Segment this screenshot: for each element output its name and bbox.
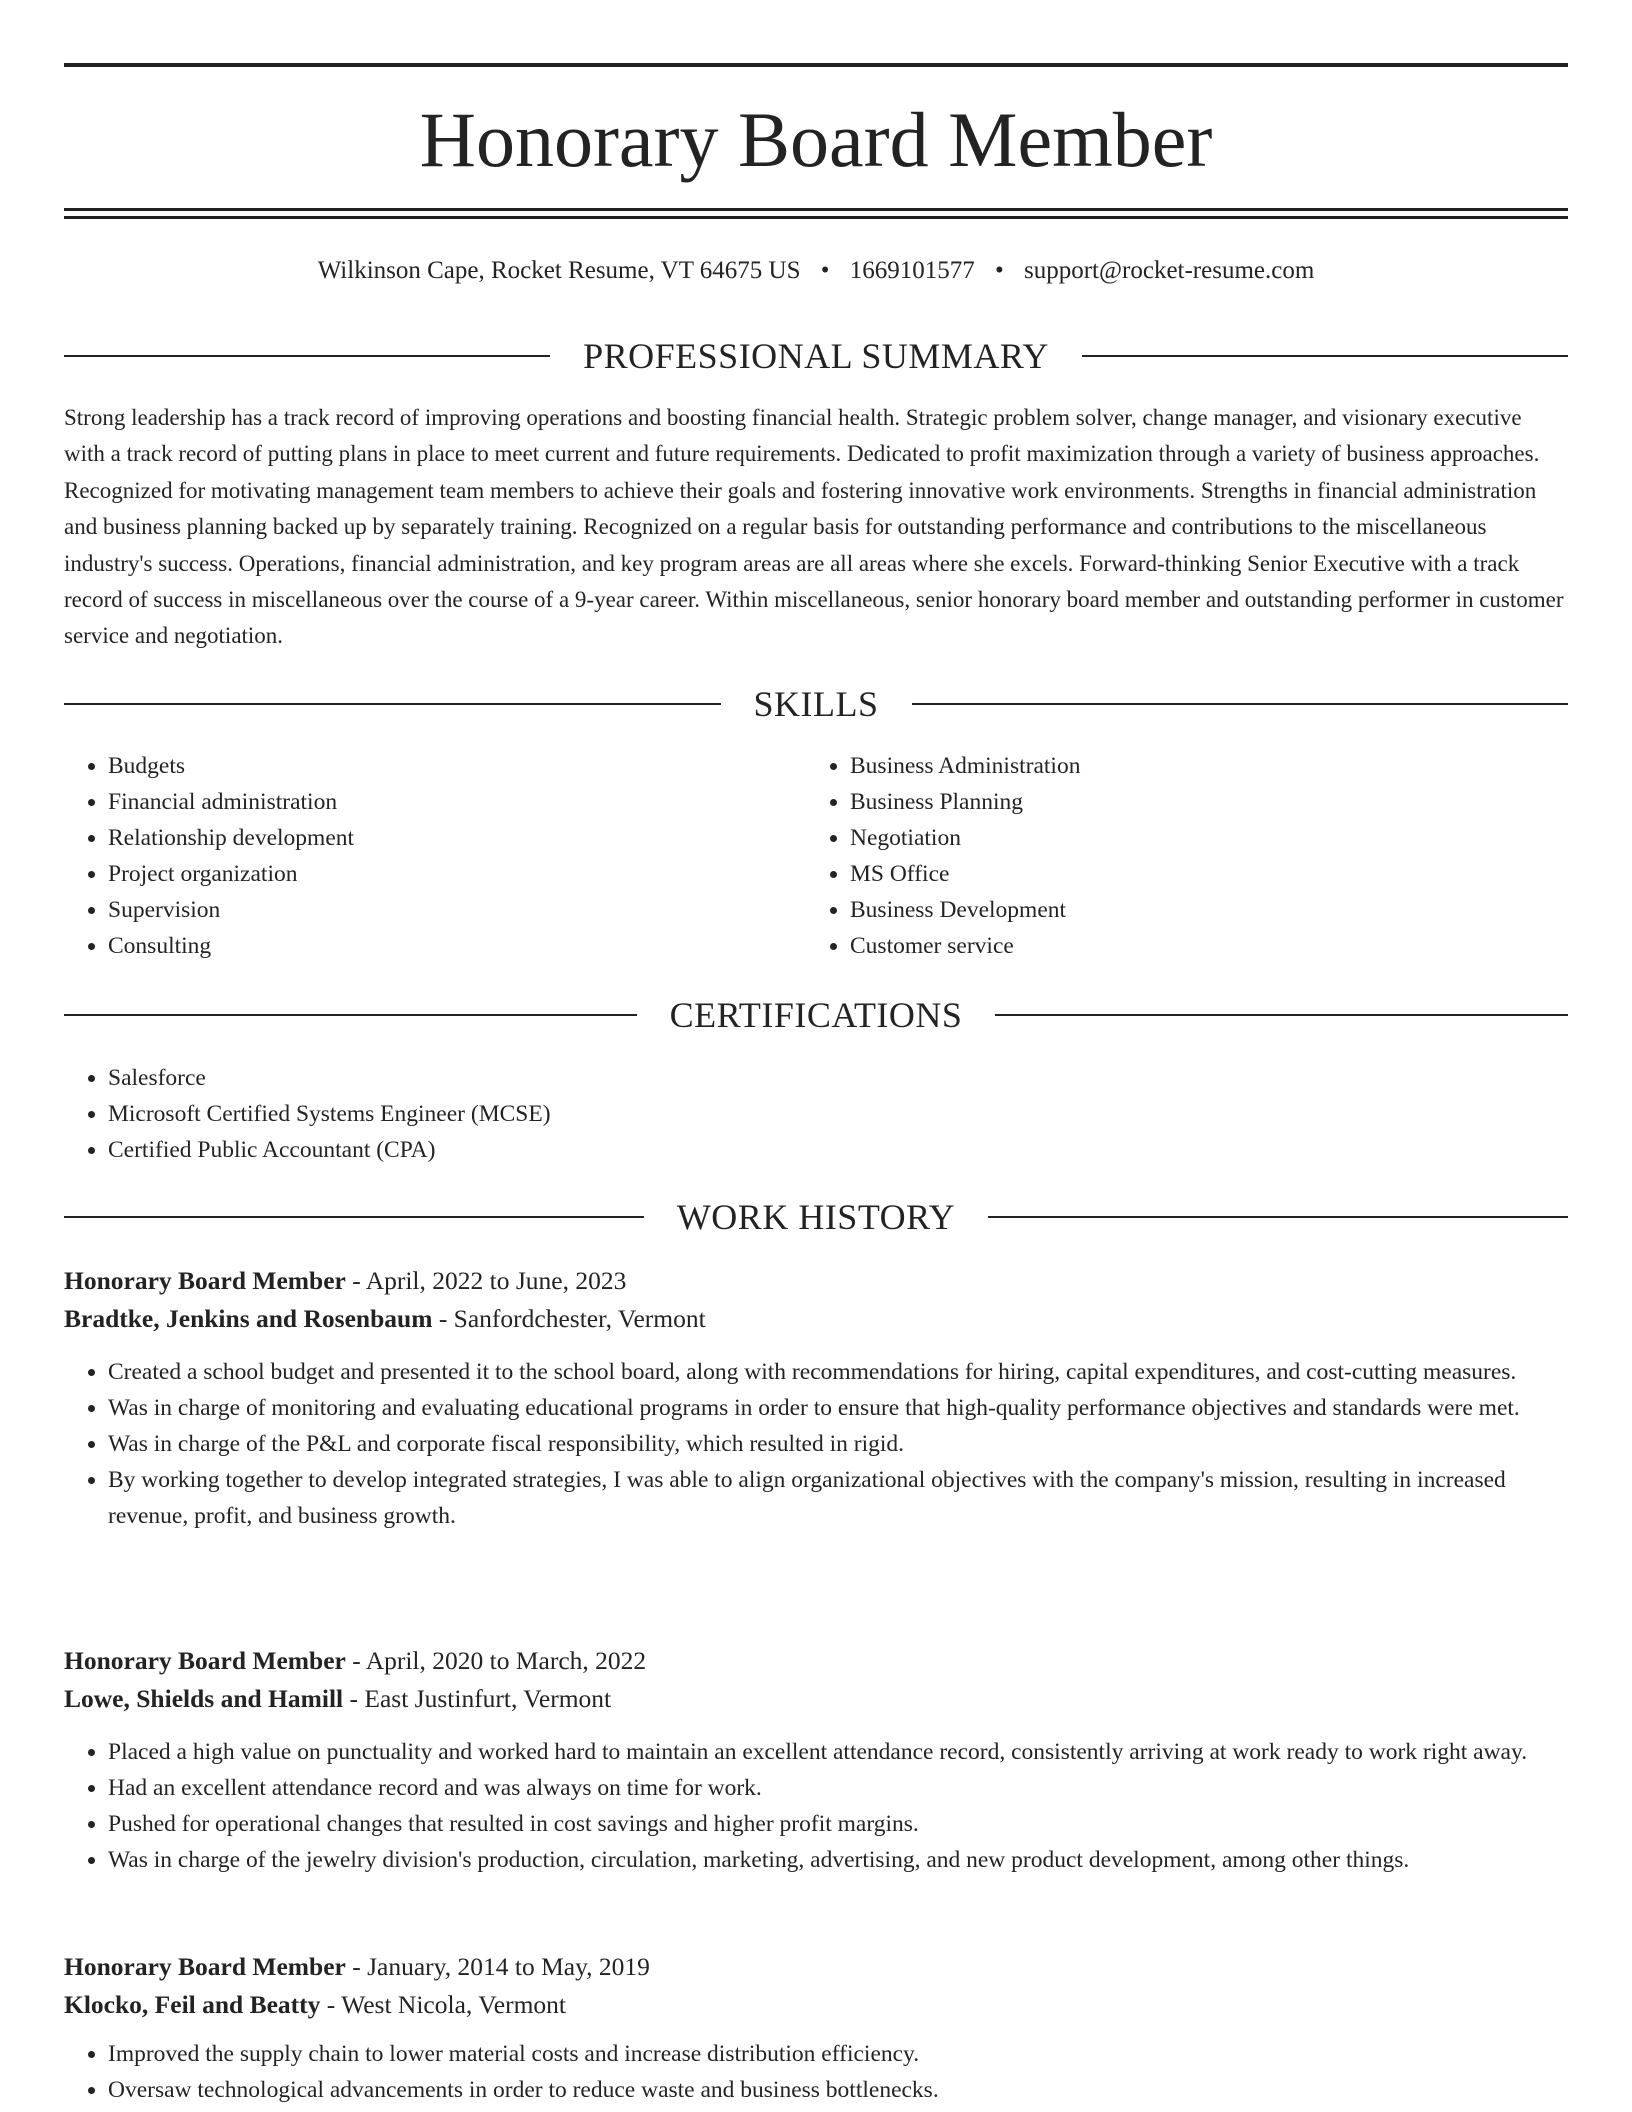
summary-text: Strong leadership has a track record of improving operations and boosting financial health. Strategic problem solver, change manager, and visionary executive with a track record of putting plans in place to meet current and future requirements. Dedicated to profit maximization through a variety of business approaches. Recognized for motivating management team members to achieve their goals and fostering innovative work environments. Strengths in financial administration and business planning backed up by separately training. Recognized on a regular basis for outstanding performance and contributions to the miscellaneous industry's success. Operations, financial administration, and key program areas are all areas where she excels. Forward-thinking Senior Executive with a track record of success in miscellaneous over the course of a 9-year career. Within miscellaneous, senior honorary board member and outstanding performer in customer service and negotiation. [64, 405, 1564, 649]
job-title: Honorary Board Member [64, 1952, 346, 1981]
skill-item: • MS Office [850, 856, 1548, 892]
job-entry [64, 1642, 1568, 1878]
top-rule [64, 63, 1568, 67]
skill-item: • Project organization [108, 856, 806, 892]
job-location: - West Nicola, Vermont [320, 1990, 567, 2019]
contact-separator: • [994, 257, 1004, 284]
job-company-line [64, 1300, 1568, 1338]
section-header-work-history [64, 1195, 1568, 1239]
skill-item: • Business Planning [850, 784, 1548, 820]
skill-item: • Budgets [108, 748, 806, 784]
contact-phone: 1669101577 [849, 257, 975, 284]
job-title-line [64, 1642, 1568, 1680]
job-dates: - April, 2020 to March, 2022 [345, 1646, 647, 1675]
title-rule-lower [64, 216, 1568, 219]
certification-item: • Microsoft Certified Systems Engineer (MCSE) [108, 1096, 1568, 1132]
job-company: Lowe, Shields and Hamill [64, 1684, 344, 1713]
job-bullet: • Created a school budget and presented it to the school board, along with recommendations for hiring, capital expenditures, and cost-cutting measures. [108, 1354, 1568, 1390]
skill-item: • Supervision [108, 892, 806, 928]
certification-item: • Salesforce [108, 1060, 1568, 1096]
skill-item: • Relationship development [108, 820, 806, 856]
job-title-line [64, 1262, 1568, 1300]
job-bullet: • Placed a high value on punctuality and worked hard to maintain an excellent attendance record, consistently arriving at work ready to work right away. [108, 1734, 1568, 1770]
section-rule [64, 355, 550, 357]
job-location: - Sanfordchester, Vermont [432, 1304, 706, 1333]
section-rule [912, 703, 1569, 705]
skills-list [64, 748, 1568, 964]
skills-column-left [64, 748, 806, 964]
job-company: Bradtke, Jenkins and Rosenbaum [64, 1304, 433, 1333]
title-rule-upper [64, 208, 1568, 211]
job-bullet: • Pushed for operational changes that resulted in cost savings and higher profit margins. [108, 1806, 1568, 1842]
job-bullet: • Had an excellent attendance record and was always on time for work. [108, 1770, 1568, 1806]
job-title-line [64, 1948, 1568, 1986]
section-header-certifications [64, 993, 1568, 1037]
skill-item: • Financial administration [108, 784, 806, 820]
job-bullet: • By working together to develop integrated strategies, I was able to align organizational objectives with the company's mission, resulting in increased revenue, profit, and business growth. [108, 1462, 1568, 1534]
section-header-summary [64, 334, 1568, 378]
skills-column-right [806, 748, 1548, 964]
job-company: Klocko, Feil and Beatty [64, 1990, 321, 2019]
section-header-skills [64, 682, 1568, 726]
skill-item: • Customer service [850, 928, 1548, 964]
job-bullet: • Oversaw technological advancements in order to reduce waste and business bottlenecks. [108, 2072, 1568, 2108]
job-dates: - April, 2022 to June, 2023 [345, 1266, 627, 1295]
contact-line [64, 254, 1568, 288]
job-bullet: • Was in charge of the jewelry division's production, circulation, marketing, advertising, and new product development, among other things. [108, 1842, 1568, 1878]
resume-title: Honorary Board Member [419, 96, 1213, 183]
section-rule [995, 1014, 1568, 1016]
section-rule [64, 703, 721, 705]
section-rule [988, 1216, 1568, 1218]
section-rule [64, 1014, 637, 1016]
skill-item: • Consulting [108, 928, 806, 964]
job-entry [64, 1948, 1568, 2108]
job-dates: - January, 2014 to May, 2019 [345, 1952, 650, 1981]
section-title: PROFESSIONAL SUMMARY [583, 336, 1049, 376]
section-rule [64, 1216, 644, 1218]
skill-item: • Business Administration [850, 748, 1548, 784]
contact-address: Wilkinson Cape, Rocket Resume, VT 64675 US [317, 257, 801, 284]
job-company-line [64, 1680, 1568, 1718]
section-title: SKILLS [753, 684, 879, 724]
section-rule [1082, 355, 1568, 357]
contact-email: support@rocket-resume.com [1024, 257, 1315, 284]
job-location: - East Justinfurt, Vermont [343, 1684, 612, 1713]
job-bullet: • Was in charge of the P&L and corporate fiscal responsibility, which resulted in rigid. [108, 1426, 1568, 1462]
certification-item: • Certified Public Accountant (CPA) [108, 1132, 1568, 1168]
section-title: WORK HISTORY [676, 1197, 956, 1237]
job-title: Honorary Board Member [64, 1646, 346, 1675]
contact-separator: • [820, 257, 830, 284]
section-title: CERTIFICATIONS [669, 995, 963, 1035]
job-title: Honorary Board Member [64, 1266, 346, 1295]
certifications-list [64, 1060, 1568, 1168]
skill-item: • Business Development [850, 892, 1548, 928]
job-entry [64, 1262, 1568, 1534]
job-company-line [64, 1986, 1568, 2024]
job-bullet: • Was in charge of monitoring and evaluating educational programs in order to ensure that high-quality performance objectives and standards were met. [108, 1390, 1568, 1426]
job-bullet: • Improved the supply chain to lower material costs and increase distribution efficiency. [108, 2036, 1568, 2072]
skill-item: • Negotiation [850, 820, 1548, 856]
